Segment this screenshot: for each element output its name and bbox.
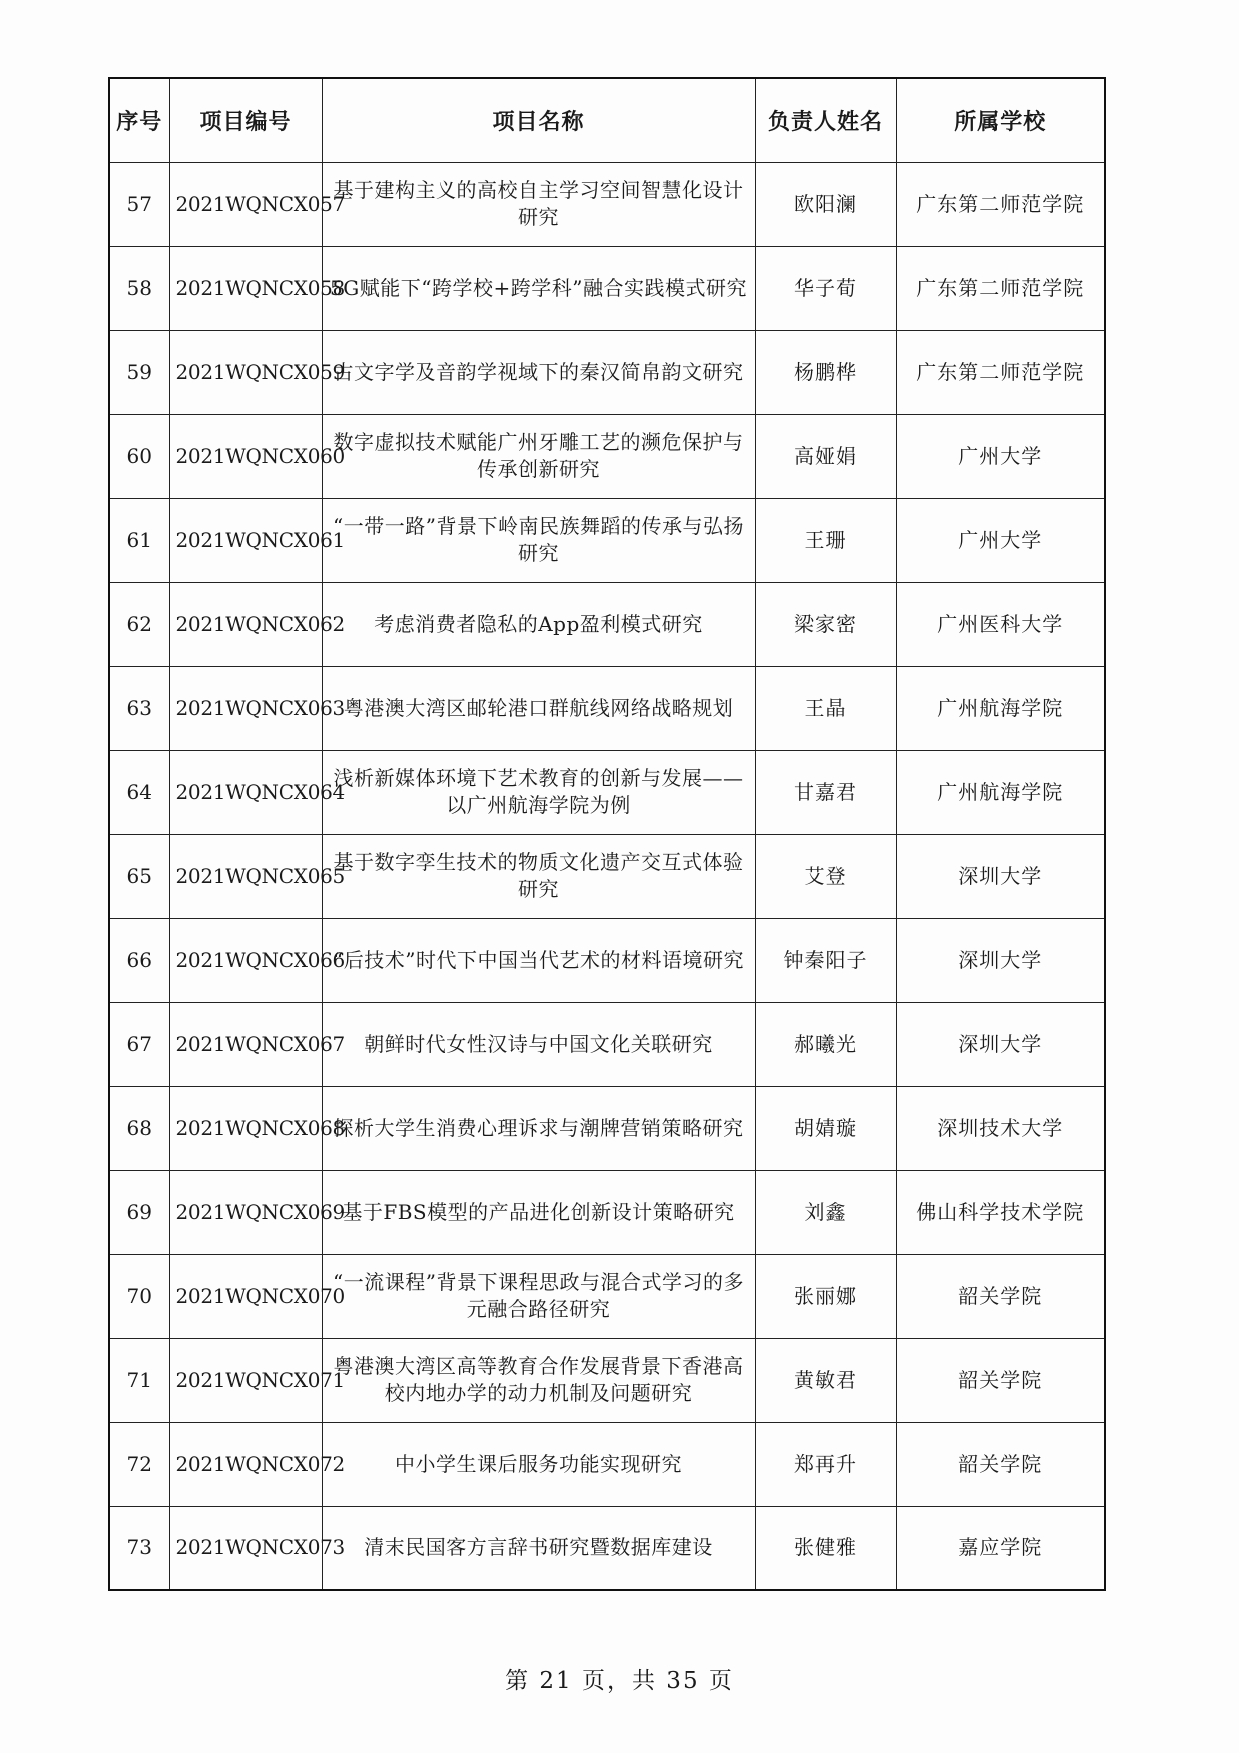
cell-school: 深圳大学	[896, 834, 1105, 918]
cell-school: 广州大学	[896, 498, 1105, 582]
cell-project-code: 2021WQNCX071	[169, 1338, 322, 1422]
cell-project-code: 2021WQNCX057	[169, 162, 322, 246]
cell-school: 广东第二师范学院	[896, 330, 1105, 414]
cell-leader-name: 华子荀	[755, 246, 896, 330]
table-row	[109, 918, 1105, 1002]
cell-project-name: 基于数字孪生技术的物质文化遗产交互式体验研究	[322, 834, 755, 918]
cell-leader-name: 郝曦光	[755, 1002, 896, 1086]
header-row	[109, 78, 1105, 162]
cell-school: 广州航海学院	[896, 750, 1105, 834]
cell-project-name: 考虑消费者隐私的App盈利模式研究	[322, 582, 755, 666]
cell-leader-name: 甘嘉君	[755, 750, 896, 834]
header-project-name: 项目名称	[322, 78, 755, 162]
cell-school: 韶关学院	[896, 1338, 1105, 1422]
cell-serial-number: 64	[109, 750, 169, 834]
cell-school: 嘉应学院	[896, 1506, 1105, 1590]
cell-leader-name: 胡婧璇	[755, 1086, 896, 1170]
cell-project-code: 2021WQNCX068	[169, 1086, 322, 1170]
cell-school: 韶关学院	[896, 1422, 1105, 1506]
cell-leader-name: 刘鑫	[755, 1170, 896, 1254]
cell-project-name: 清末民国客方言辞书研究暨数据库建设	[322, 1506, 755, 1590]
cell-leader-name: 王晶	[755, 666, 896, 750]
cell-project-code: 2021WQNCX073	[169, 1506, 322, 1590]
cell-serial-number: 61	[109, 498, 169, 582]
cell-serial-number: 69	[109, 1170, 169, 1254]
cell-serial-number: 57	[109, 162, 169, 246]
cell-project-name: 浅析新媒体环境下艺术教育的创新与发展——以广州航海学院为例	[322, 750, 755, 834]
cell-project-name: “后技术”时代下中国当代艺术的材料语境研究	[322, 918, 755, 1002]
header-school: 所属学校	[896, 78, 1105, 162]
cell-project-name: “一带一路”背景下岭南民族舞蹈的传承与弘扬研究	[322, 498, 755, 582]
cell-project-name: 朝鲜时代女性汉诗与中国文化关联研究	[322, 1002, 755, 1086]
cell-leader-name: 张丽娜	[755, 1254, 896, 1338]
cell-leader-name: 艾登	[755, 834, 896, 918]
table-row	[109, 750, 1105, 834]
cell-school: 广东第二师范学院	[896, 246, 1105, 330]
header-serial-number: 序号	[109, 78, 169, 162]
cell-school: 韶关学院	[896, 1254, 1105, 1338]
cell-leader-name: 钟秦阳子	[755, 918, 896, 1002]
table-body	[109, 162, 1105, 1590]
cell-project-name: 粤港澳大湾区邮轮港口群航线网络战略规划	[322, 666, 755, 750]
cell-school: 广东第二师范学院	[896, 162, 1105, 246]
cell-project-code: 2021WQNCX061	[169, 498, 322, 582]
table-row	[109, 1254, 1105, 1338]
cell-project-name: 古文字学及音韵学视域下的秦汉简帛韵文研究	[322, 330, 755, 414]
cell-leader-name: 郑再升	[755, 1422, 896, 1506]
table-row	[109, 246, 1105, 330]
cell-serial-number: 65	[109, 834, 169, 918]
cell-serial-number: 67	[109, 1002, 169, 1086]
cell-school: 深圳大学	[896, 1002, 1105, 1086]
cell-project-name: 数字虚拟技术赋能广州牙雕工艺的濒危保护与传承创新研究	[322, 414, 755, 498]
cell-project-code: 2021WQNCX059	[169, 330, 322, 414]
cell-project-code: 2021WQNCX063	[169, 666, 322, 750]
header-project-code: 项目编号	[169, 78, 322, 162]
cell-project-code: 2021WQNCX065	[169, 834, 322, 918]
table-row	[109, 162, 1105, 246]
table-row	[109, 1506, 1105, 1590]
cell-project-code: 2021WQNCX067	[169, 1002, 322, 1086]
cell-leader-name: 张健雅	[755, 1506, 896, 1590]
cell-serial-number: 71	[109, 1338, 169, 1422]
cell-leader-name: 王珊	[755, 498, 896, 582]
table-row	[109, 1422, 1105, 1506]
table-row	[109, 582, 1105, 666]
cell-school: 广州医科大学	[896, 582, 1105, 666]
cell-project-code: 2021WQNCX070	[169, 1254, 322, 1338]
cell-serial-number: 73	[109, 1506, 169, 1590]
cell-project-name: 基于FBS模型的产品进化创新设计策略研究	[322, 1170, 755, 1254]
cell-project-code: 2021WQNCX064	[169, 750, 322, 834]
cell-project-code: 2021WQNCX072	[169, 1422, 322, 1506]
cell-serial-number: 70	[109, 1254, 169, 1338]
cell-serial-number: 59	[109, 330, 169, 414]
table-row	[109, 414, 1105, 498]
table-row	[109, 498, 1105, 582]
cell-leader-name: 杨鹏桦	[755, 330, 896, 414]
cell-project-name: 5G赋能下“跨学校+跨学科”融合实践模式研究	[322, 246, 755, 330]
cell-project-name: 中小学生课后服务功能实现研究	[322, 1422, 755, 1506]
project-table	[108, 77, 1106, 1591]
cell-project-name: 基于建构主义的高校自主学习空间智慧化设计研究	[322, 162, 755, 246]
table-row	[109, 330, 1105, 414]
cell-serial-number: 63	[109, 666, 169, 750]
cell-project-code: 2021WQNCX060	[169, 414, 322, 498]
table-row	[109, 666, 1105, 750]
cell-project-code: 2021WQNCX062	[169, 582, 322, 666]
page-footer	[0, 1662, 1239, 1695]
cell-leader-name: 高娅娟	[755, 414, 896, 498]
cell-school: 深圳大学	[896, 918, 1105, 1002]
table-header	[109, 78, 1105, 162]
cell-project-code: 2021WQNCX058	[169, 246, 322, 330]
cell-project-name: 探析大学生消费心理诉求与潮牌营销策略研究	[322, 1086, 755, 1170]
cell-serial-number: 72	[109, 1422, 169, 1506]
cell-serial-number: 58	[109, 246, 169, 330]
table-row	[109, 1338, 1105, 1422]
cell-serial-number: 68	[109, 1086, 169, 1170]
cell-school: 深圳技术大学	[896, 1086, 1105, 1170]
cell-leader-name: 欧阳澜	[755, 162, 896, 246]
table-row	[109, 834, 1105, 918]
header-leader-name: 负责人姓名	[755, 78, 896, 162]
cell-project-code: 2021WQNCX069	[169, 1170, 322, 1254]
cell-project-name: “一流课程”背景下课程思政与混合式学习的多元融合路径研究	[322, 1254, 755, 1338]
cell-serial-number: 60	[109, 414, 169, 498]
cell-project-code: 2021WQNCX066	[169, 918, 322, 1002]
cell-school: 广州大学	[896, 414, 1105, 498]
cell-school: 佛山科学技术学院	[896, 1170, 1105, 1254]
cell-leader-name: 梁家密	[755, 582, 896, 666]
table-row	[109, 1086, 1105, 1170]
cell-project-name: 粤港澳大湾区高等教育合作发展背景下香港高校内地办学的动力机制及问题研究	[322, 1338, 755, 1422]
cell-serial-number: 62	[109, 582, 169, 666]
page-number-label: 第 21 页，共 35 页	[505, 1668, 734, 1694]
cell-school: 广州航海学院	[896, 666, 1105, 750]
cell-leader-name: 黄敏君	[755, 1338, 896, 1422]
cell-serial-number: 66	[109, 918, 169, 1002]
table-row	[109, 1170, 1105, 1254]
table-row	[109, 1002, 1105, 1086]
